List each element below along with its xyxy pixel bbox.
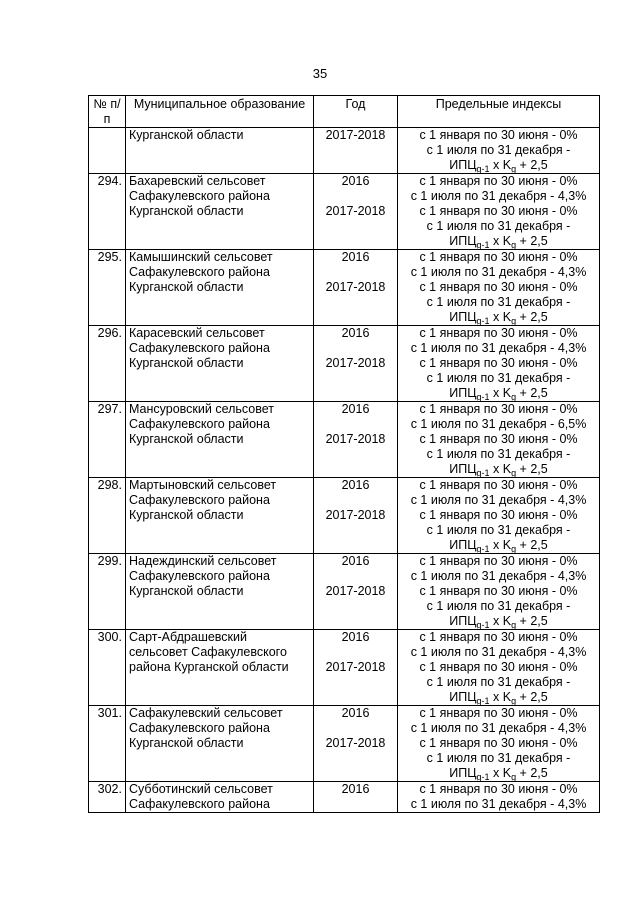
formula-base: ИПЦ (449, 614, 477, 628)
year-cell (314, 326, 398, 402)
indices-cell (398, 706, 600, 782)
indices-cell (398, 630, 600, 706)
year-cell (314, 402, 398, 478)
index-line: с 1 января по 30 июня - 0% (419, 356, 578, 370)
formula-subscript: g-1 (476, 240, 490, 250)
municipality-line: сельсовет Сафакулевского (129, 645, 287, 659)
formula-multiplier: х K (489, 386, 512, 400)
formula-base: ИПЦ (449, 538, 477, 552)
index-formula (401, 234, 596, 249)
index-line: с 1 июля по 31 декабря - 6,5% (410, 417, 587, 431)
formula-tail: + 2,5 (516, 462, 548, 476)
index-line: с 1 января по 30 июня - 0% (419, 204, 578, 218)
municipality-line: Камышинский сельсовет (129, 250, 273, 264)
index-line: с 1 июля по 31 декабря - (426, 447, 571, 461)
year-cell (314, 554, 398, 630)
formula-base: ИПЦ (449, 386, 477, 400)
municipality-line: Курганской области (129, 508, 244, 522)
index-line: с 1 июля по 31 декабря - 4,3% (410, 341, 587, 355)
header-year: Год (314, 96, 398, 128)
year-spacer (317, 341, 394, 356)
index-formula (401, 538, 596, 553)
municipality-name (126, 326, 314, 402)
year-cell (314, 250, 398, 326)
index-line: с 1 января по 30 июня - 0% (419, 782, 578, 796)
formula-subscript: g (511, 392, 517, 402)
formula-tail: + 2,5 (516, 766, 548, 780)
year-spacer (317, 569, 394, 584)
municipality-line: Сафакулевский сельсовет (129, 706, 283, 720)
index-formula (401, 386, 596, 401)
table-row (89, 128, 600, 174)
index-line: с 1 июля по 31 декабря - 4,3% (410, 721, 587, 735)
index-line: с 1 января по 30 июня - 0% (419, 402, 578, 416)
table-row (89, 174, 600, 250)
formula-multiplier: х K (489, 766, 512, 780)
row-number: 299. (89, 554, 126, 630)
row-number: 300. (89, 630, 126, 706)
formula-multiplier: х K (489, 310, 512, 324)
row-number: 294. (89, 174, 126, 250)
municipality-line: Курганской области (129, 356, 244, 370)
formula-subscript: g (511, 468, 517, 478)
index-line: с 1 января по 30 июня - 0% (419, 128, 578, 142)
indices-cell (398, 250, 600, 326)
table-row (89, 706, 600, 782)
formula-tail: + 2,5 (516, 386, 548, 400)
indices-cell (398, 174, 600, 250)
index-line: с 1 июля по 31 декабря - (426, 295, 571, 309)
municipality-line: Курганской области (129, 204, 244, 218)
formula-multiplier: х K (489, 234, 512, 248)
row-number: 295. (89, 250, 126, 326)
formula-tail: + 2,5 (516, 310, 548, 324)
year-spacer (317, 493, 394, 508)
index-formula (401, 766, 596, 781)
header-municipality: Муниципальное образование (126, 96, 314, 128)
page-number: 35 (312, 66, 328, 81)
table-row (89, 478, 600, 554)
table-row (89, 326, 600, 402)
municipality-line: Субботинский сельсовет (129, 782, 273, 796)
index-line: с 1 января по 30 июня - 0% (419, 250, 578, 264)
index-formula (401, 690, 596, 705)
index-line: с 1 июля по 31 декабря - 4,3% (410, 797, 587, 811)
year-value: 2016 (341, 402, 370, 416)
municipality-name (126, 174, 314, 250)
municipality-line: Сарт-Абдрашевский (129, 630, 247, 644)
year-value: 2017-2018 (325, 584, 386, 598)
index-line: с 1 июля по 31 декабря - 4,3% (410, 189, 587, 203)
municipality-line: района Курганской области (129, 660, 289, 674)
formula-subscript: g (511, 544, 517, 554)
municipality-name (126, 782, 314, 813)
index-formula (401, 462, 596, 477)
municipality-line: Курганской области (129, 128, 244, 142)
municipality-line: Мартыновский сельсовет (129, 478, 277, 492)
municipality-name (126, 478, 314, 554)
formula-subscript: g (511, 772, 517, 782)
year-spacer (317, 265, 394, 280)
index-line: с 1 июля по 31 декабря - (426, 599, 571, 613)
table-body (89, 128, 600, 813)
formula-base: ИПЦ (449, 462, 477, 476)
header-indices: Предельные индексы (398, 96, 600, 128)
index-formula (401, 310, 596, 325)
year-cell (314, 128, 398, 174)
index-line: с 1 января по 30 июня - 0% (419, 630, 578, 644)
formula-tail: + 2,5 (516, 158, 548, 172)
index-formula (401, 614, 596, 629)
row-number: 301. (89, 706, 126, 782)
year-value: 2016 (341, 250, 370, 264)
index-line: с 1 июля по 31 декабря - 4,3% (410, 569, 587, 583)
formula-base: ИПЦ (449, 310, 477, 324)
index-line: с 1 января по 30 июня - 0% (419, 736, 578, 750)
index-line: с 1 июля по 31 декабря - 4,3% (410, 645, 587, 659)
index-line: с 1 января по 30 июня - 0% (419, 660, 578, 674)
index-line: с 1 января по 30 июня - 0% (419, 508, 578, 522)
year-value: 2016 (341, 326, 370, 340)
index-line: с 1 июля по 31 декабря - (426, 523, 571, 537)
municipality-line: Курганской области (129, 736, 244, 750)
formula-subscript: g-1 (476, 164, 490, 174)
header-num: № п/п (89, 96, 126, 128)
formula-multiplier: х K (489, 690, 512, 704)
table-row (89, 782, 600, 813)
table-header-row (89, 96, 600, 128)
index-line: с 1 января по 30 июня - 0% (419, 554, 578, 568)
year-value: 2017-2018 (325, 204, 386, 218)
municipality-name (126, 630, 314, 706)
year-value: 2016 (341, 554, 370, 568)
indices-cell (398, 326, 600, 402)
formula-multiplier: х K (489, 462, 512, 476)
index-line: с 1 января по 30 июня - 0% (419, 584, 578, 598)
municipality-line: Сафакулевского района (129, 417, 270, 431)
formula-subscript: g (511, 696, 517, 706)
municipality-line: Бахаревский сельсовет (129, 174, 266, 188)
municipality-line: Сафакулевского района (129, 493, 270, 507)
municipality-line: Сафакулевского района (129, 265, 270, 279)
indices-cell (398, 782, 600, 813)
formula-multiplier: х K (489, 614, 512, 628)
index-line: с 1 июля по 31 декабря - 4,3% (410, 265, 587, 279)
formula-base: ИПЦ (449, 690, 477, 704)
table-row (89, 250, 600, 326)
index-line: с 1 января по 30 июня - 0% (419, 280, 578, 294)
year-spacer (317, 721, 394, 736)
formula-subscript: g (511, 164, 517, 174)
municipality-line: Карасевский сельсовет (129, 326, 265, 340)
municipality-name (126, 402, 314, 478)
formula-subscript: g-1 (476, 468, 490, 478)
table-row (89, 630, 600, 706)
row-number (89, 128, 126, 174)
index-line: с 1 января по 30 июня - 0% (419, 706, 578, 720)
year-value: 2017-2018 (325, 660, 386, 674)
index-line: с 1 июля по 31 декабря - (426, 371, 571, 385)
year-value: 2016 (341, 630, 370, 644)
year-cell (314, 706, 398, 782)
index-line: с 1 июля по 31 декабря - (426, 751, 571, 765)
row-number: 298. (89, 478, 126, 554)
year-value: 2017-2018 (325, 432, 386, 446)
year-value: 2017-2018 (325, 736, 386, 750)
municipality-name (126, 706, 314, 782)
formula-subscript: g-1 (476, 392, 490, 402)
municipality-line: Сафакулевского района (129, 341, 270, 355)
municipality-line: Сафакулевского района (129, 797, 270, 811)
municipality-line: Курганской области (129, 432, 244, 446)
table-row (89, 402, 600, 478)
formula-subscript: g-1 (476, 772, 490, 782)
indices-cell (398, 128, 600, 174)
municipality-line: Сафакулевского района (129, 569, 270, 583)
formula-subscript: g-1 (476, 316, 490, 326)
formula-subscript: g (511, 316, 517, 326)
indices-cell (398, 554, 600, 630)
formula-base: ИПЦ (449, 766, 477, 780)
index-formula (401, 158, 596, 173)
formula-multiplier: х K (489, 158, 512, 172)
formula-tail: + 2,5 (516, 538, 548, 552)
index-line: с 1 июля по 31 декабря - 4,3% (410, 493, 587, 507)
year-spacer (317, 645, 394, 660)
index-line: с 1 января по 30 июня - 0% (419, 326, 578, 340)
index-line: с 1 июля по 31 декабря - (426, 675, 571, 689)
formula-subscript: g-1 (476, 620, 490, 630)
table-row (89, 554, 600, 630)
municipality-line: Надеждинский сельсовет (129, 554, 277, 568)
indices-cell (398, 402, 600, 478)
municipality-name (126, 128, 314, 174)
year-cell (314, 782, 398, 813)
municipality-line: Сафакулевского района (129, 189, 270, 203)
year-cell (314, 630, 398, 706)
row-number: 296. (89, 326, 126, 402)
indices-cell (398, 478, 600, 554)
municipality-line: Мансуровский сельсовет (129, 402, 275, 416)
year-value: 2017-2018 (325, 356, 386, 370)
municipality-name (126, 554, 314, 630)
formula-tail: + 2,5 (516, 690, 548, 704)
formula-subscript: g (511, 240, 517, 250)
municipality-line: Курганской области (129, 280, 244, 294)
formula-tail: + 2,5 (516, 614, 548, 628)
year-value: 2017-2018 (325, 280, 386, 294)
year-cell (314, 174, 398, 250)
formula-base: ИПЦ (449, 234, 477, 248)
year-value: 2017-2018 (325, 508, 386, 522)
formula-subscript: g-1 (476, 544, 490, 554)
year-value: 2016 (341, 174, 370, 188)
index-line: с 1 января по 30 июня - 0% (419, 432, 578, 446)
row-number: 297. (89, 402, 126, 478)
formula-multiplier: х K (489, 538, 512, 552)
year-spacer (317, 417, 394, 432)
municipality-name (126, 250, 314, 326)
tariff-index-table (88, 95, 600, 813)
index-line: с 1 июля по 31 декабря - (426, 219, 571, 233)
index-line: с 1 июля по 31 декабря - (426, 143, 571, 157)
formula-base: ИПЦ (449, 158, 477, 172)
formula-tail: + 2,5 (516, 234, 548, 248)
formula-subscript: g-1 (476, 696, 490, 706)
year-value: 2017-2018 (325, 128, 386, 142)
index-line: с 1 января по 30 июня - 0% (419, 174, 578, 188)
row-number: 302. (89, 782, 126, 813)
index-line: с 1 января по 30 июня - 0% (419, 478, 578, 492)
formula-subscript: g (511, 620, 517, 630)
year-value: 2016 (341, 782, 370, 796)
municipality-line: Курганской области (129, 584, 244, 598)
year-spacer (317, 189, 394, 204)
year-value: 2016 (341, 706, 370, 720)
year-cell (314, 478, 398, 554)
municipality-line: Сафакулевского района (129, 721, 270, 735)
year-value: 2016 (341, 478, 370, 492)
